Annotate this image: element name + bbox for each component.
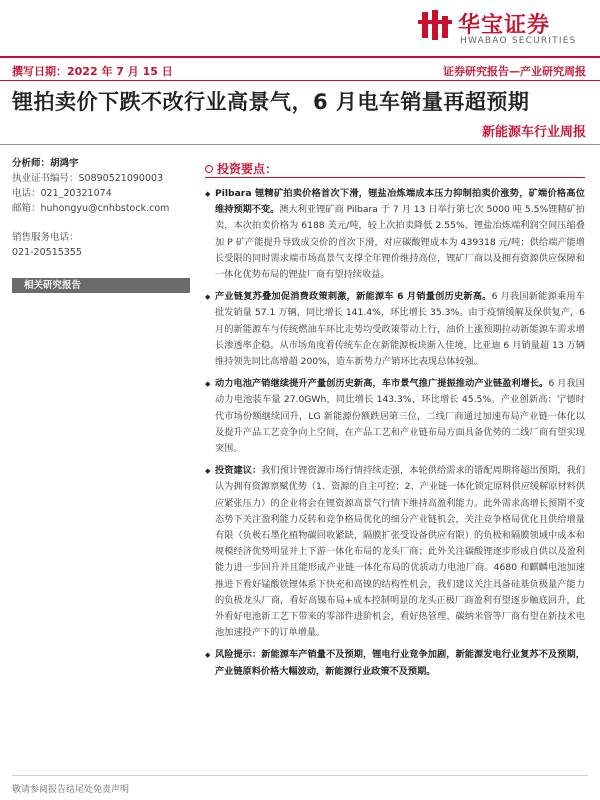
list-item [205, 289, 585, 370]
bullet-body: 我们预计锂资源市场行情持续走强，本轮供给需求的错配周期将超出预期，我们认为拥有资源禀赋优势（1、资源的自主可控；2、产业链一体化锁定原料供应缓解原材料供应紧张压力）的企业将会在锂资源高景气行情下维持高盈利能力。此外需求高增长预期不变态势下关注盈利能力反转和竞争格局优化的细分产业链机会，关注竞争格局优化且供给增量有限（负极石墨化植物碳回收紧缺，隔膜扩张受设备供应有限）的负极和隔膜领域中成本和规模经济优势明显并上下游一体化布局的龙头厂商；此外关注碳酸锂逐步形成自供以及盈利能力进一步回升并且能形成产业链一体化布局的优质动力电池厂商。4680 和麒麟电池加速推进下看好锰酸铁锂体系下快充和高镍的结构性机会，我们建议关注具备硅基负极量产能力的负极龙头厂商，看好高镍布局+成本控制明显的龙头正极厂商盈利有望逐步触底回升，此外看好电池新工艺下带来的零部件进阶机会，看好热管理、碳纳米管等厂商有望在新技术电池加速投产下的订单增量。 [215, 465, 586, 639]
report-date: 撰写日期：2022 年 7 月 15 日 [12, 65, 173, 78]
brand-name-cn: 华宝证券 [458, 13, 551, 38]
sales-label: 销售服务电话： [12, 232, 79, 243]
footer-divider [12, 775, 588, 776]
page-title: 锂拍卖价下跌不改行业高景气，6 月电车销量再超预期 [12, 90, 530, 114]
related-reports-header [12, 278, 190, 293]
page-subtitle: 新能源车行业周报 [481, 125, 586, 140]
related-reports-label: 相关研究报告 [24, 280, 82, 291]
list-item [205, 376, 585, 457]
analyst-cert: 执业证书编号：S0890521090003 [12, 173, 164, 184]
report-type: 证券研究报告—产业研究周报 [443, 65, 586, 78]
huabao-logo-icon [418, 8, 452, 42]
analyst-info [12, 156, 192, 260]
bullet-lead: 产业链复苏叠加促消费政策刺激，新能源车 6 月销量创历史新高。 [215, 291, 492, 303]
key-points-divider [205, 177, 585, 178]
disclaimer-note: 敬请参阅报告结尾处免责声明 [12, 785, 130, 795]
circle-bullet-icon [205, 165, 213, 173]
title-divider [0, 144, 600, 145]
brand-name-en: HWABAO SECURITIES [460, 36, 577, 46]
bullet-body: 6 月我国新能源乘用车批发销量 57.1 万辆，同比增长 141.4%，环比增长 35.3%。由于疫情缓解及保供复产，6 月的新能源车与传统燃油车环比走势均受政策带动上行，油价上涨预期拉动新能源车需求增长渗透率企稳。从市场角度看传统车企在新能源板块渐入佳境，比亚迪 6 月销量超 13 万辆维持领先同比高增超 200%，造车新势力产销环比表现总体较强。 [215, 291, 585, 368]
analyst-name: 分析师：胡鸿宇 [12, 158, 79, 169]
header-divider [0, 56, 600, 58]
meta-divider [0, 80, 600, 81]
bullet-lead: 风险提示：新能源车产销量不及预期，锂电行业竞争加剧，新能源发电行业复苏不及预期，产业链原料价格大幅波动，新能源行业政策不及预期。 [215, 649, 585, 677]
analyst-email[interactable]: 邮箱：huhongyu@cnhbstock.com [12, 203, 170, 214]
analyst-phone: 电话：021_20321074 [12, 188, 112, 199]
bullet-body: 澳大利亚锂矿商 Pilbara 于 7 月 13 日举行第七次 5000 吨 5.5%锂精矿拍卖，本次拍卖价格为 6188 美元/吨，较上次拍卖降低 2.55%。锂盐冶炼端利润空间压缩叠加 P 矿产能提升导致成交价的首次下滑，对应碳酸锂成本为 439318 元/吨；供给端产能增长受限的同时需求端市场高景气支撑全年锂价维持高位，锂矿厂商以及拥有资源供应保障和一体化优势布局的锂盐厂商有望持续收益。 [215, 204, 585, 281]
bullet-lead: Pilbara 锂精矿拍卖价格首次下滑，锂盐冶炼端成本压力抑制拍卖价涨势，矿端价格高位维持预期不变。 [215, 188, 585, 216]
bullet-lead: 投资建议： [215, 465, 262, 477]
bullet-body: 6 月我国动力电池装车量 27.0GWh，同比增长 143.3%，环比增长 45.5%。产业创新高：宁德时代市场份额继续回升，LG 新能源份额跌居第三位，二线厂商通过加速布局产业链一体化以及提升产品工艺竞争向上空间，在产品工艺和产业链布局方面具备优势的二线厂商有望实现突围。 [215, 378, 585, 455]
bullet-lead: 动力电池产销继续提升产量创历史新高，车市景气推广提振推动产业链盈利增长。 [215, 378, 549, 390]
list-item [205, 186, 585, 283]
sales-phone: 021-20515355 [12, 247, 82, 258]
list-item [205, 463, 585, 641]
key-points-title: 投资要点： [217, 162, 278, 176]
key-points-list [205, 186, 585, 686]
list-item [205, 647, 585, 679]
